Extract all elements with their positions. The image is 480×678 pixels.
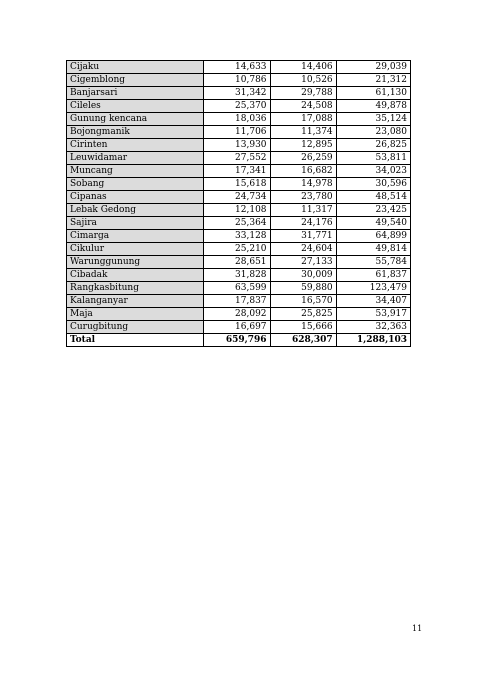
value-cell: 53,917 bbox=[336, 308, 410, 321]
value-cell: 123,479 bbox=[336, 282, 410, 295]
value-cell: 24,176 bbox=[270, 217, 336, 230]
table-row bbox=[67, 217, 411, 230]
district-name-cell: Kalanganyar bbox=[67, 295, 204, 308]
table-row bbox=[67, 139, 411, 152]
value-cell: 24,604 bbox=[270, 243, 336, 256]
value-cell: 14,406 bbox=[270, 61, 336, 74]
value-cell: 28,092 bbox=[204, 308, 270, 321]
district-name-cell: Sajira bbox=[67, 217, 204, 230]
district-name-cell: Curugbitung bbox=[67, 321, 204, 334]
value-cell: 17,837 bbox=[204, 295, 270, 308]
district-name-cell: Leuwidamar bbox=[67, 152, 204, 165]
value-cell: 14,633 bbox=[204, 61, 270, 74]
value-cell: 23,780 bbox=[270, 191, 336, 204]
value-cell: 16,570 bbox=[270, 295, 336, 308]
value-cell: 13,930 bbox=[204, 139, 270, 152]
page-number: 11 bbox=[412, 624, 423, 633]
value-cell: 55,784 bbox=[336, 256, 410, 269]
value-cell: 29,788 bbox=[270, 87, 336, 100]
district-name-cell: Cikulur bbox=[67, 243, 204, 256]
value-cell: 25,364 bbox=[204, 217, 270, 230]
table-row bbox=[67, 126, 411, 139]
district-name-cell: Cigemblong bbox=[67, 74, 204, 87]
value-cell: 29,039 bbox=[336, 61, 410, 74]
district-name-cell: Bojongmanik bbox=[67, 126, 204, 139]
district-name-cell: Cijaku bbox=[67, 61, 204, 74]
value-cell: 25,370 bbox=[204, 100, 270, 113]
value-cell: 53,811 bbox=[336, 152, 410, 165]
value-cell: 12,895 bbox=[270, 139, 336, 152]
value-cell: 23,425 bbox=[336, 204, 410, 217]
value-cell: 31,828 bbox=[204, 269, 270, 282]
total-label-cell: Total bbox=[67, 334, 204, 347]
value-cell: 49,540 bbox=[336, 217, 410, 230]
table-row bbox=[67, 295, 411, 308]
value-cell: 16,682 bbox=[270, 165, 336, 178]
table-row bbox=[67, 204, 411, 217]
district-name-cell: Warunggunung bbox=[67, 256, 204, 269]
value-cell: 17,341 bbox=[204, 165, 270, 178]
value-cell: 32,363 bbox=[336, 321, 410, 334]
district-name-cell: Cimarga bbox=[67, 230, 204, 243]
value-cell: 61,837 bbox=[336, 269, 410, 282]
table-row bbox=[67, 113, 411, 126]
value-cell: 21,312 bbox=[336, 74, 410, 87]
value-cell: 30,009 bbox=[270, 269, 336, 282]
value-cell: 24,734 bbox=[204, 191, 270, 204]
table-row bbox=[67, 256, 411, 269]
value-cell: 30,596 bbox=[336, 178, 410, 191]
value-cell: 59,880 bbox=[270, 282, 336, 295]
table-row bbox=[67, 178, 411, 191]
value-cell: 35,124 bbox=[336, 113, 410, 126]
district-name-cell: Gunung kencana bbox=[67, 113, 204, 126]
population-table bbox=[66, 60, 411, 347]
district-name-cell: Maja bbox=[67, 308, 204, 321]
value-cell: 12,108 bbox=[204, 204, 270, 217]
district-name-cell: Banjarsari bbox=[67, 87, 204, 100]
table-row bbox=[67, 100, 411, 113]
table-row bbox=[67, 152, 411, 165]
table-row bbox=[67, 191, 411, 204]
value-cell: 24,508 bbox=[270, 100, 336, 113]
value-cell: 11,317 bbox=[270, 204, 336, 217]
value-cell: 63,599 bbox=[204, 282, 270, 295]
total-row bbox=[67, 334, 411, 347]
value-cell: 28,651 bbox=[204, 256, 270, 269]
value-cell: 34,407 bbox=[336, 295, 410, 308]
value-cell: 15,618 bbox=[204, 178, 270, 191]
value-cell: 14,978 bbox=[270, 178, 336, 191]
value-cell: 11,374 bbox=[270, 126, 336, 139]
table-row bbox=[67, 243, 411, 256]
district-name-cell: Muncang bbox=[67, 165, 204, 178]
district-name-cell: Cileles bbox=[67, 100, 204, 113]
table-row bbox=[67, 165, 411, 178]
value-cell: 10,786 bbox=[204, 74, 270, 87]
table-row bbox=[67, 61, 411, 74]
district-name-cell: Lebak Gedong bbox=[67, 204, 204, 217]
district-name-cell: Cibadak bbox=[67, 269, 204, 282]
value-cell: 64,899 bbox=[336, 230, 410, 243]
district-name-cell: Cirinten bbox=[67, 139, 204, 152]
value-cell: 26,259 bbox=[270, 152, 336, 165]
value-cell: 23,080 bbox=[336, 126, 410, 139]
value-cell: 26,825 bbox=[336, 139, 410, 152]
district-name-cell: Rangkasbitung bbox=[67, 282, 204, 295]
table-row bbox=[67, 230, 411, 243]
value-cell: 61,130 bbox=[336, 87, 410, 100]
value-cell: 48,514 bbox=[336, 191, 410, 204]
value-cell: 10,526 bbox=[270, 74, 336, 87]
value-cell: 16,697 bbox=[204, 321, 270, 334]
table-row bbox=[67, 269, 411, 282]
table-row bbox=[67, 321, 411, 334]
table-row bbox=[67, 308, 411, 321]
value-cell: 49,814 bbox=[336, 243, 410, 256]
total-value-cell: 1,288,103 bbox=[336, 334, 410, 347]
value-cell: 33,128 bbox=[204, 230, 270, 243]
value-cell: 27,552 bbox=[204, 152, 270, 165]
value-cell: 17,088 bbox=[270, 113, 336, 126]
table-row bbox=[67, 74, 411, 87]
value-cell: 25,210 bbox=[204, 243, 270, 256]
district-name-cell: Cipanas bbox=[67, 191, 204, 204]
value-cell: 27,133 bbox=[270, 256, 336, 269]
value-cell: 18,036 bbox=[204, 113, 270, 126]
value-cell: 11,706 bbox=[204, 126, 270, 139]
total-value-cell: 659,796 bbox=[204, 334, 270, 347]
value-cell: 34,023 bbox=[336, 165, 410, 178]
table-row bbox=[67, 282, 411, 295]
value-cell: 31,771 bbox=[270, 230, 336, 243]
value-cell: 31,342 bbox=[204, 87, 270, 100]
value-cell: 25,825 bbox=[270, 308, 336, 321]
table-row bbox=[67, 87, 411, 100]
value-cell: 15,666 bbox=[270, 321, 336, 334]
total-value-cell: 628,307 bbox=[270, 334, 336, 347]
district-name-cell: Sobang bbox=[67, 178, 204, 191]
value-cell: 49,878 bbox=[336, 100, 410, 113]
table-body bbox=[67, 61, 411, 347]
